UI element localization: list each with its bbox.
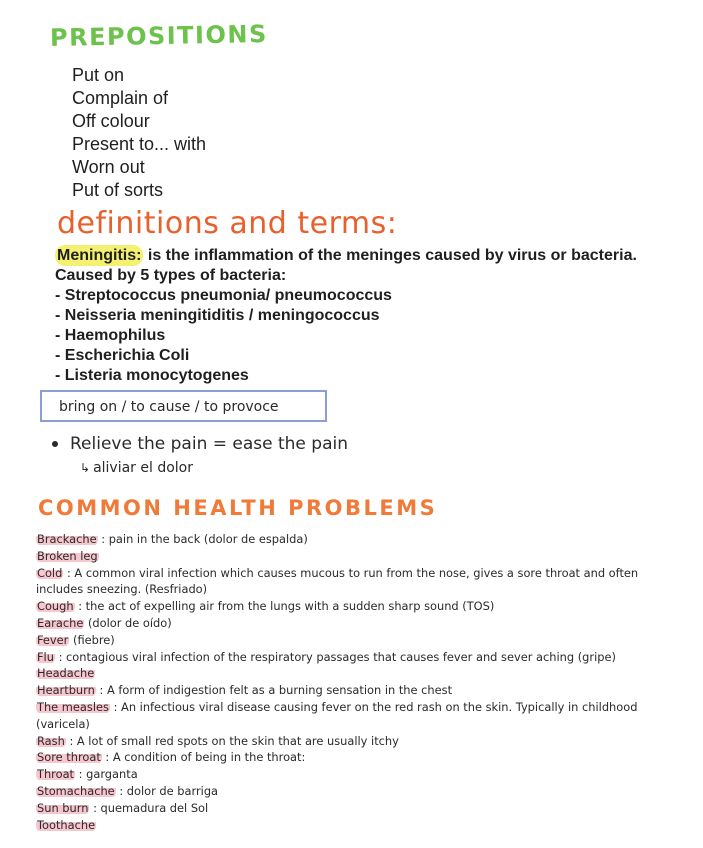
preposition-item: Put of sorts (72, 180, 164, 200)
preposition-item: Off colour (72, 111, 150, 131)
bacteria-list (55, 286, 392, 386)
preposition-item: Worn out (72, 157, 145, 177)
problem-definition: : A lot of small red spots on the skin that are usually itchy (69, 733, 399, 748)
problem-item (36, 800, 676, 817)
problem-term: Brackache (37, 532, 97, 546)
common-problems-list (36, 531, 676, 833)
meningitis-definition (55, 246, 665, 286)
problem-item (36, 749, 676, 766)
problem-term: Flu (37, 649, 54, 664)
problem-item (36, 548, 676, 565)
bullet-note-text: Relieve the pain = ease the pain (70, 434, 349, 454)
preposition-item: Present to... with (72, 134, 207, 154)
problem-term: Toothache (37, 817, 96, 832)
boxed-note: bring on / to cause / to provoce (40, 390, 327, 422)
problem-definition: : pain in the back (dolor de espalda) (101, 532, 308, 546)
problem-item (36, 665, 676, 682)
problem-term: Sore throat (37, 750, 101, 765)
preposition-item: Complain of (72, 88, 169, 108)
problem-item (36, 783, 676, 800)
problem-definition: : quemadura del Sol (93, 800, 209, 815)
problem-term: Cold (37, 565, 63, 580)
problem-item (36, 598, 676, 615)
sub-note-text: aliviar el dolor (93, 460, 193, 476)
problem-term: Heartburn (37, 683, 95, 698)
problem-term: Broken leg (37, 548, 98, 563)
meningitis-term-highlight: Meningitis: (57, 247, 142, 264)
problem-term: Fever (37, 632, 69, 647)
bacteria-item: - Haemophilus (55, 327, 166, 344)
problem-item (36, 682, 676, 699)
problem-definition: : the act of expelling air from the lungs with a sudden sharp sound (TOS) (78, 599, 495, 614)
problem-item (36, 699, 676, 733)
problem-definition: : A condition of being in the throat: (105, 750, 306, 765)
problem-item (36, 649, 676, 666)
bacteria-item: - Escherichia Coli (55, 347, 190, 364)
problem-item (36, 817, 676, 834)
problem-term: The measles (37, 699, 109, 714)
problem-term: Earache (37, 615, 84, 630)
problem-term: Sun burn (37, 800, 89, 815)
sub-note (80, 460, 193, 476)
problem-item (36, 615, 676, 632)
prepositions-list (72, 64, 206, 202)
problem-definition: : A common viral infection which causes mucous to run from the nose, gives a sore throat and often includes sneezing. (Resfriado) (36, 565, 639, 597)
common-problems-heading: COMMON HEALTH PROBLEMS (38, 496, 438, 520)
problem-term: Headache (37, 666, 95, 681)
problem-term: Rash (37, 733, 65, 748)
bacteria-item: - Neisseria meningitiditis / meningococcus (55, 307, 380, 324)
problem-definition: : garganta (78, 767, 138, 782)
bacteria-item: - Streptococcus pneumonia/ pneumococcus (55, 287, 392, 304)
problem-definition: (fiebre) (73, 632, 115, 647)
problem-item (36, 632, 676, 649)
bacteria-item: - Listeria monocytogenes (55, 367, 249, 384)
problem-definition: : A form of indigestion felt as a burning sensation in the chest (99, 683, 453, 698)
meningitis-text: is the inflammation of the meninges caused by virus or bacteria. Caused by 5 types of bacteria: (55, 247, 637, 284)
problem-item (36, 565, 676, 599)
problem-definition: : An infectious viral disease causing fever on the red rash on the skin. Typically in childhood (varicela) (36, 699, 638, 731)
bullet-dot-icon (52, 441, 58, 447)
problem-definition: : contagious viral infection of the respiratory passages that causes fever and sever aching (gripe) (58, 649, 616, 664)
definitions-heading: definitions and terms: (57, 206, 398, 241)
preposition-item: Put on (72, 65, 125, 85)
problem-item (36, 766, 676, 783)
problem-term: Throat (37, 767, 75, 782)
problem-term: Stomachache (37, 783, 115, 798)
arrow-right-icon: ↳ (80, 461, 91, 475)
problem-term: Cough (37, 599, 74, 614)
problem-definition: (dolor de oído) (87, 615, 172, 630)
problem-definition: : dolor de barriga (119, 783, 219, 798)
prepositions-heading: PREPOSITIONS (49, 20, 268, 52)
problem-item (36, 733, 676, 750)
bullet-note (52, 434, 348, 454)
problem-item (36, 531, 676, 548)
